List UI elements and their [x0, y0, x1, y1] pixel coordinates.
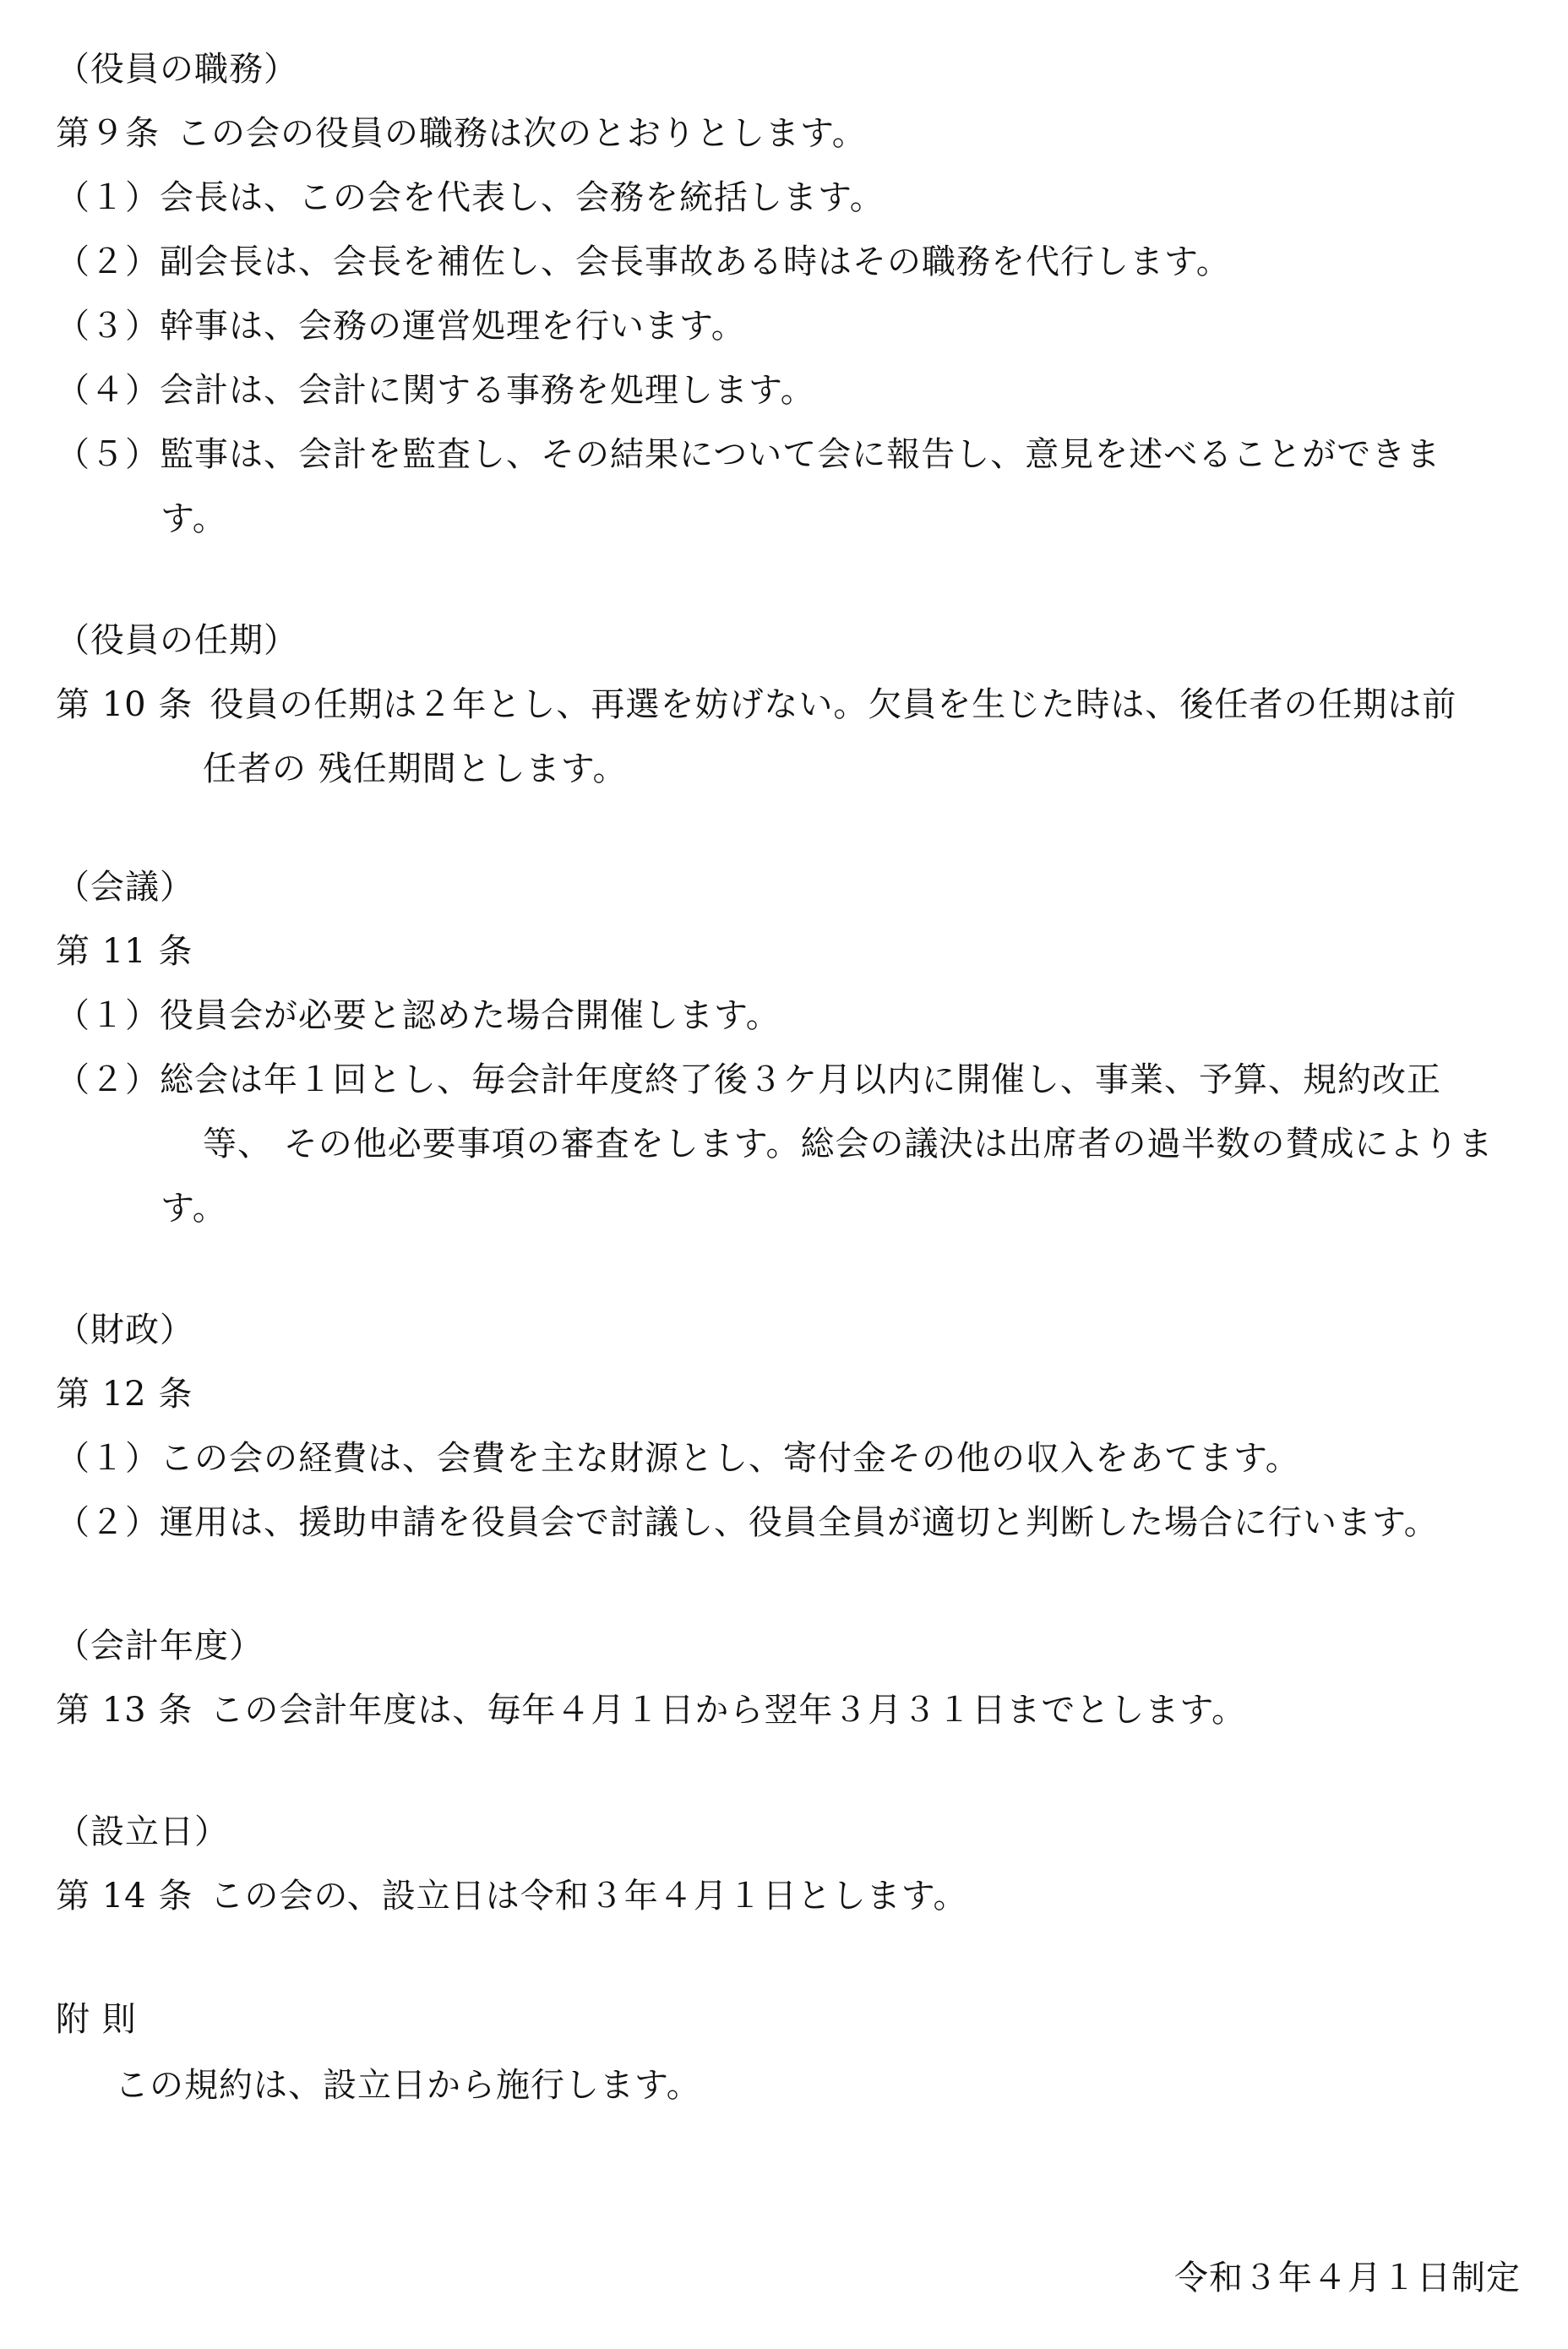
section-heading-founding: （設立日）	[56, 1812, 229, 1851]
article-text: この会の、設立日は令和３年４月１日とします。	[210, 1877, 968, 1916]
item-text: 幹事は、会務の運営処理を行います。	[160, 307, 746, 346]
supplementary-text: この規約は、設立日から施行します。	[115, 2066, 701, 2105]
item-number: （１）	[56, 178, 160, 217]
article-text: この会計年度は、毎年４月１日から翌年３月３１日までとします。	[210, 1691, 1247, 1730]
article-number: 第 14 条	[56, 1877, 193, 1916]
item-text: 会長は、この会を代表し、会務を統括します。	[160, 178, 885, 217]
article-text: この会の役員の職務は次のとおりとします。	[177, 114, 867, 153]
section-heading-finance: （財政）	[56, 1311, 194, 1349]
item-number: （３）	[56, 307, 160, 346]
item-number: （２）	[56, 1060, 160, 1099]
article-number: 第 12 条	[56, 1375, 193, 1414]
list-item	[56, 302, 746, 350]
item-text: 会計は、会計に関する事務を処理します。	[160, 371, 815, 410]
article-number: 第 11 条	[56, 932, 193, 971]
article-continuation: 任者の 残任期間とします。	[203, 749, 628, 788]
list-item-continuation: 等、 その他必要事項の審査をします。総会の議決は出席者の過半数の賛成によりま	[203, 1125, 1494, 1164]
item-number: （４）	[56, 371, 160, 410]
item-text: 副会長は、会長を補佐し、会長事故ある時はその職務を代行します。	[160, 243, 1231, 281]
list-item	[56, 1056, 1441, 1104]
item-number: （１）	[56, 996, 160, 1035]
list-item	[56, 1499, 1439, 1546]
list-item	[56, 431, 1440, 478]
item-number: （５）	[56, 435, 160, 474]
article-14-line	[56, 1872, 968, 1920]
article-number: 第 13 条	[56, 1691, 193, 1730]
section-heading-term: （役員の任期）	[56, 621, 298, 660]
article-number: 第９条	[56, 114, 160, 153]
item-number: （２）	[56, 243, 160, 281]
item-text: 役員会が必要と認めた場合開催します。	[160, 996, 781, 1035]
list-item	[56, 367, 815, 414]
article-10-line	[56, 681, 1456, 728]
article-13-line	[56, 1687, 1246, 1734]
section-heading-meeting: （会議）	[56, 868, 194, 907]
list-item	[56, 1435, 1300, 1482]
list-item-continuation: す。	[161, 499, 227, 538]
item-text: 総会は年１回とし、毎会計年度終了後３ケ月以内に開催し、事業、予算、規約改正	[160, 1060, 1441, 1099]
article-number: 第 10 条	[56, 685, 193, 724]
item-text: 運用は、援助申請を役員会で討議し、役員全員が適切と判断した場合に行います。	[160, 1503, 1439, 1542]
item-text: この会の経費は、会費を主な財源とし、寄付金その他の収入をあてます。	[160, 1439, 1300, 1478]
item-number: （１）	[56, 1439, 160, 1478]
list-item	[56, 238, 1231, 286]
item-number: （２）	[56, 1503, 160, 1542]
list-item	[56, 992, 781, 1039]
enactment-date: 令和３年４月１日制定	[1174, 2259, 1521, 2297]
list-item-continuation: す。	[161, 1189, 227, 1228]
section-heading-supplementary: 附 則	[56, 2000, 137, 2039]
section-heading-duties: （役員の職務）	[56, 50, 298, 89]
section-heading-fiscal-year: （会計年度）	[56, 1627, 264, 1665]
list-item	[56, 174, 885, 221]
article-text: 役員の任期は２年とし、再選を妨げない。欠員を生じた時は、後任者の任期は前	[210, 685, 1457, 724]
article-9-line	[56, 110, 867, 157]
item-text: 監事は、会計を監査し、その結果について会に報告し、意見を述べることができま	[160, 435, 1441, 474]
